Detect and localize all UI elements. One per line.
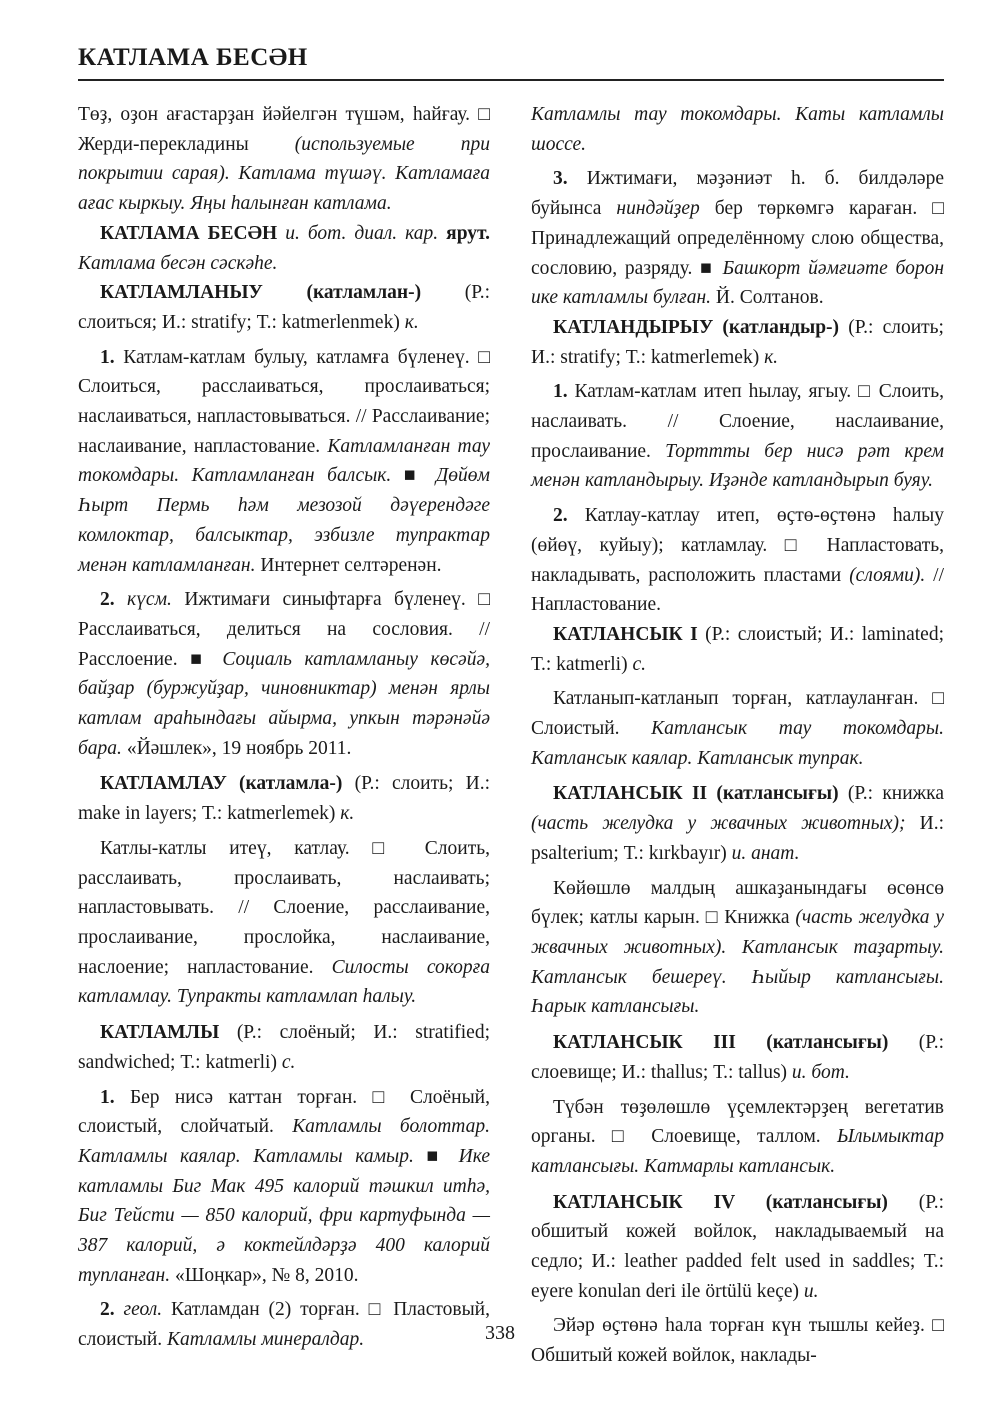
dictionary-paragraph: Эйәр өҫтөнә һала торған күн тышлы кейеҙ. □ Обшитый кожей войлок, наклады- [531, 1315, 944, 1367]
dictionary-paragraph: Түбән төҙөлөшлө үҫемлектәрҙең вегетатив органы. □ Слоевище, таллом. Ылымыктар катлансығы. Катмарлы катлансык. [531, 1096, 944, 1177]
dictionary-paragraph: Катланып-катланып торған, катлауланған. □ Слоистый. Катлансык тау токомдары. Катлансык каялар. Катлансык тупрак. [531, 688, 944, 769]
dictionary-paragraph: 1. Катлам-катлам итеп һылау, ягыу. □ Слоить, наслаивать. // Слоение, наслаивание, прослаивание. Торттты бер нисә рәт крем менән катландырыу. Иҙәнде катландырып буяу. [531, 381, 944, 492]
dictionary-paragraph: КАТЛАНСЫК III (катлансығы) (Р.: слоевище; И.: thallus; Т.: tallus) и. бот. [531, 1032, 944, 1083]
dictionary-paragraph: 3. Ижтимағи, мәҙәниәт һ. б. билдәләре буйынса ниндәйҙер бер төркөмгә караған. □ Принадлежащий определённому слою общества, сословию, разряду. ■ Башкорт йәмғиәте борон ике катламлы булған. Й. Солтанов. [531, 168, 945, 309]
dictionary-paragraph: КАТЛАМА БЕСӘН и. бот. диал. кар. ярут. Катлама бесән сәскәһе. [78, 222, 491, 274]
running-header: КАТЛАМА БЕСӘН [78, 44, 308, 71]
dictionary-paragraph: Катламлы тау токомдары. Каты катламлы шоссе. [531, 104, 944, 155]
dictionary-paragraph: КАТЛАНСЫК I (Р.: слоистый; И.: laminated; Т.: katmerli) с. [531, 623, 945, 675]
dictionary-paragraph: Төҙ, оҙон ағастарҙан йәйелгән түшәм, һайғау. □ Жерди-перекладины (используемые при покрытии сарая). Катлама түшәү. Катламаға ағас кыркыу. Яңы һалынған катлама. [78, 104, 490, 215]
dictionary-paragraph: Көйөшлө малдың ашкаҙанындағы өсөнсө бүлек; катлы карын. □ Книжка (часть желудка у жвачных животных). Катлансык таҙартыу. Катлансык бешереү. Һыйыр катлансығы. Һарык катлансығы. [531, 877, 944, 1018]
left-column [78, 100, 490, 1355]
dictionary-paragraph: 2. Катлау-катлау итеп, өҫтө-өҫтөнә һалыу (өйөү, куйыу); катламлау. □ Напластовать, накладывать, расположить пластами (слоями). // Напластование. [531, 505, 944, 616]
dictionary-paragraph: Катлы-катлы итеү, катлау. □ Слоить, расслаивать, прослаивать, наслаивать; напластовывать. // Слоение, расслаивание, прослаивание, прослойка, наслаивание, наслоение; напластование. Силосты сокорға катламлау. Тупракты катламлап һалыу. [78, 837, 490, 1008]
right-column [531, 100, 944, 1371]
page-number: 338 [485, 1322, 515, 1344]
dictionary-paragraph: КАТЛАМЛАНЫУ (катламлан-) (Р.: слоиться; И.: stratify; Т.: katmerlenmek) к. [78, 282, 490, 333]
dictionary-paragraph: КАТЛАНСЫК IV (катлансығы) (Р.: обшитый кожей войлок, накладываемый на седло; И.: leather padded felt used in saddles; Т.: eyere konulan deri ile örtülü keçe) и. [531, 1191, 944, 1302]
header-rule [78, 79, 944, 81]
dictionary-paragraph: 1. Катлам-катлам булыу, катламға бүленеү. □ Слоиться, расслаиваться, прослаиваться; наслаиваться, напластовываться. // Расслаивание; наслаивание, напластование. Катламланған тау токомдары. Катламланған балсык. ■ Дөйөм Һырт Пермь һәм мезозой дәүерендәге комлоктар, балсыктар, эзбизле тупрактар менән катламланған. Интернет селтәренән. [78, 346, 490, 576]
dictionary-paragraph: КАТЛАМЛЫ (Р.: слоёный; И.: stratified; sandwiched; Т.: katmerli) с. [78, 1022, 490, 1073]
dictionary-paragraph: КАТЛАМЛАУ (катламла-) (Р.: слоить; И.: make in layers; Т.: katmerlemek) к. [78, 773, 490, 825]
dictionary-paragraph: КАТЛАНДЫРЫУ (катландыр-) (Р.: слоить; И.: stratify; Т.: katmerlemek) к. [531, 316, 944, 368]
dictionary-paragraph: 1. Бер нисә каттан торған. □ Слоёный, слоистый, слойчатый. Катламлы болоттар. Катламлы каялар. Катламлы камыр. ■ Ике катламлы Биг Мак 495 калорий тәшкил итһә, Биг Тейсти — 850 калорий, фри картуфында — 387 калорий, ә коктейлдәрҙә 400 калорий тупланған. «Шоңкар», № 8, 2010. [78, 1086, 490, 1286]
dictionary-paragraph: 2. күсм. Ижтимағи синыфтарға бүленеү. □ Расслаиваться, делиться на сословия. // Расслоение. ■ Социаль катламланыу көсәйә, байҙар (буржуйҙар, чиновниктар) менән ярлы катлам араһындағы айырма, упкын тәрәнәйә бара. «Йәшлек», 19 ноябрь 2011. [78, 589, 490, 759]
dictionary-paragraph: КАТЛАНСЫК II (катлансығы) (Р.: книжка (часть желудка у жвачных животных); И.: psalterium; Т.: kırkbayır) и. анат. [531, 783, 945, 864]
dictionary-paragraph: 2. геол. Катламдан (2) торған. □ Пластовый, слоистый. Катламлы минералдар. [78, 1299, 490, 1351]
